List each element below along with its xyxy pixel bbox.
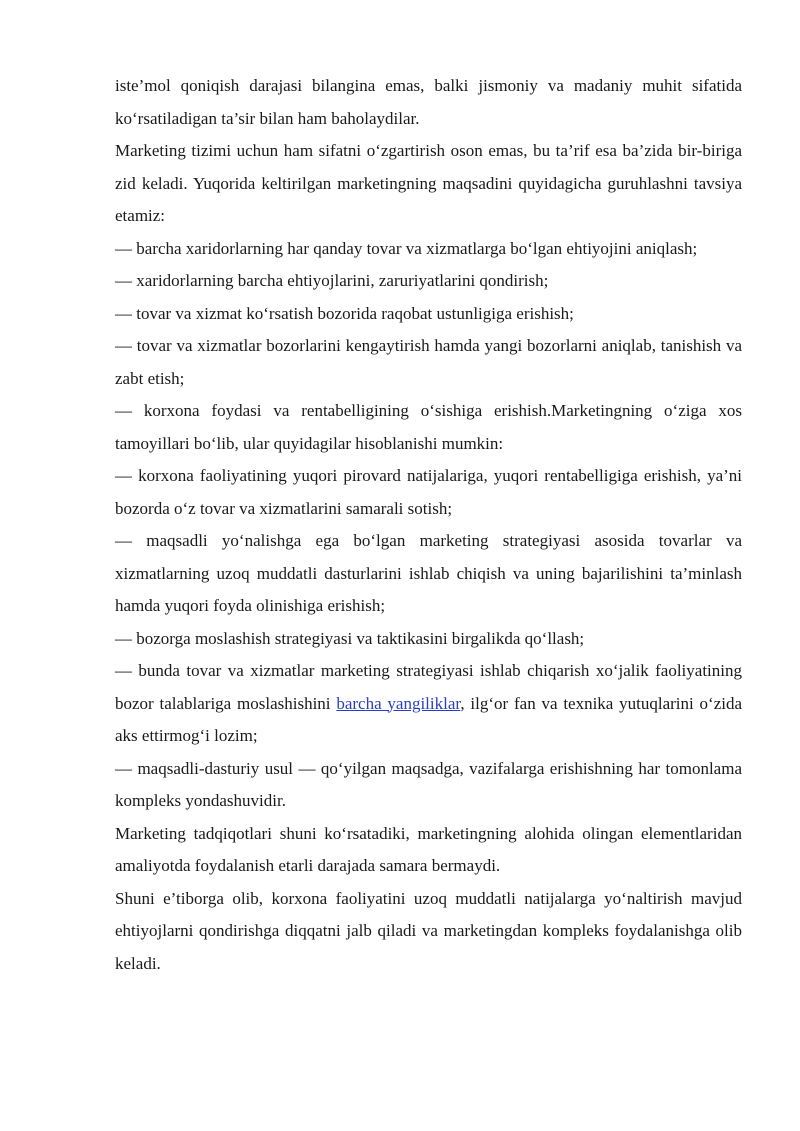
paragraph: Shuni e’tiborga olib, korxona faoliyatini uzoq muddatli natijalarga yo‘naltirish mavjud ehtiyojlarni qondirishga diqqatni jalb qiladi va marketingdan kompleks foydalanishga olib keladi. (115, 888, 742, 973)
paragraph: iste’mol qoniqish darajasi bilangina emas, balki jismoniy va madaniy muhit sifatida ko‘rsatiladigan ta’sir bilan ham baholaydilar. (115, 76, 742, 128)
link-paragraph-before: — bunda tovar va xizmatlar marketing strategiyasi ishlab chiqarish xo‘jalik faoliyatining bozor talablariga moslashishini (115, 661, 742, 713)
list-item: — korxona foydasi va rentabelligining o‘sishiga erishish.Marketingning o‘ziga xos tamoyillari bo‘lib, ular quyidagilar hisoblanishi mumkin: (115, 401, 742, 453)
link-paragraph-after: , ilg‘or fan va texnika yutuqlarini o‘zida aks ettirmog‘i lozim; (115, 693, 743, 745)
paragraph: Marketing tadqiqotlari shuni ko‘rsatadiki, marketingning alohida olingan elementlaridan amaliyotda foydalanish etarli darajada samara bermaydi. (115, 823, 742, 875)
list-item: — maqsadli yo‘nalishga ega bo‘lgan marketing strategiyasi asosida tovarlar va xizmatlarning uzoq muddatli dasturlarini ishlab chiqish va uning bajarilishini ta’minlash hamda yuqori foyda olinishiga erishish; (115, 531, 742, 615)
list-item: — xaridorlarning barcha ehtiyojlarini, zaruriyatlarini qondirish; (115, 271, 549, 290)
list-item: — maqsadli-dasturiy usul — qo‘yilgan maqsadga, vazifalarga erishishning har tomonlama kompleks yondashuvidir. (115, 758, 742, 810)
paragraph: Marketing tizimi uchun ham sifatni o‘zgartirish oson emas, bu ta’rif esa ba’zida bir-biriga zid keladi. Yuqorida keltirilgan marketingning maqsadini quyidagicha guruhlashni tavsiya etamiz: (115, 141, 742, 225)
list-item: — korxona faoliyatining yuqori pirovard natijalariga, yuqori rentabelligiga erishish, ya’ni bozorda o‘z tovar va xizmatlarini samarali sotish; (115, 466, 742, 518)
document-page (115, 70, 742, 980)
list-item: — tovar va xizmat ko‘rsatish bozorida raqobat ustunligiga erishish; (115, 303, 574, 323)
list-item-with-link (115, 655, 742, 753)
list-item: — barcha xaridorlarning har qanday tovar va xizmatlarga bo‘lgan ehtiyojini aniqlash; (115, 238, 698, 258)
list-item: — tovar va xizmatlar bozorlarini kengaytirish hamda yangi bozorlarni aniqlab, tanishish va zabt etish; (115, 336, 742, 388)
barcha-yangiliklar-link[interactable]: barcha yangiliklar (336, 693, 461, 713)
list-item: — bozorga moslashish strategiyasi va taktikasini birgalikda qo‘llash; (115, 628, 585, 648)
